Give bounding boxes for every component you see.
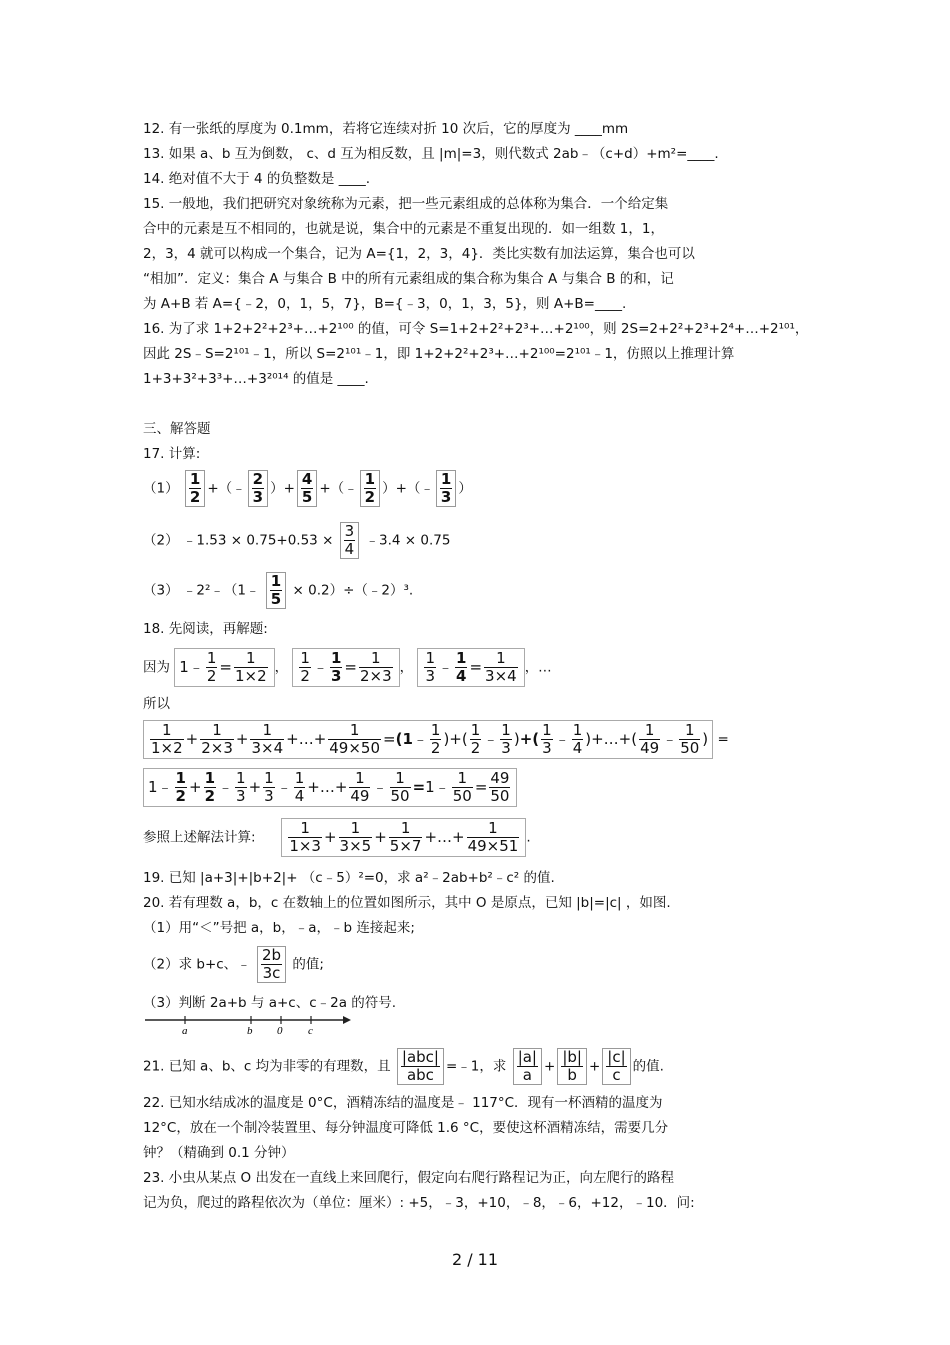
q17-title: 17. 计算: xyxy=(143,446,201,462)
q17-part2: （2） ﹣1.53 × 0.75+0.53 × $\frac{3}{4}$ ﹣3.4 × 0.75 xyxy=(143,522,451,558)
axis-arrow xyxy=(343,1016,351,1024)
q17-part1: （1） $\frac{1}{2}$ +（﹣ $\frac{2}{3}$ ）+ $\frac{4}{5}$ +（﹣ $\frac{1}{2}$ ）+（﹣ $\frac{1}{3}$ ） xyxy=(143,470,472,506)
fraction-image: $\frac{2b}{3c}$ xyxy=(257,946,286,983)
q13-text: 13. 如果 a、b 互为倒数， c、d 互为相反数，且 |m|=3，则代数式 2ab﹣（c+d）+m²=____. xyxy=(143,146,719,162)
q20-part2: （2）求 b+c、﹣ $\frac{2b}{3c}$ 的值; xyxy=(143,946,324,982)
q22-line: 22. 已知水结成冰的温度是 0°C，酒精冻结的温度是﹣ 117°C．现有一杯酒精的温度为 xyxy=(143,1095,663,1111)
q14-text: 14. 绝对值不大于 4 的负整数是 ____. xyxy=(143,171,371,187)
math-image: $\frac{1}{3}$ ﹣ $\frac{1}{4}$ = $\frac{1}{3\times 4}$ xyxy=(417,648,524,687)
q16-line: 1+3+3²+3³+…+3²⁰¹⁴ 的值是 ____. xyxy=(143,371,369,387)
q23-line: 记为负，爬过的路程依次为（单位：厘米）: +5，﹣3，+10，﹣8，﹣6，+12，﹣10．问: xyxy=(143,1195,695,1211)
math-image: $\frac{1}{2}$ ﹣ $\frac{1}{3}$ = $\frac{1}{2\times 3}$ xyxy=(292,648,399,687)
q20-part3: （3）判断 2a+b 与 a+c、c﹣2a 的符号. xyxy=(143,995,397,1011)
fraction-image: $\frac{3}{4}$ xyxy=(340,522,360,559)
fraction-image: $\frac{1}{3}$ xyxy=(436,470,456,507)
q16-line: 因此 2S﹣S=2¹⁰¹﹣1，所以 S=2¹⁰¹﹣1，即 1+2+2²+2³+…+2¹⁰⁰=2¹⁰¹﹣1，仿照以上推理计算 xyxy=(143,346,735,362)
q20-title: 20. 若有理数 a，b，c 在数轴上的位置如图所示，其中 O 是原点，已知 |b|=|c| ，如图. xyxy=(143,895,671,911)
axis-label-a: a xyxy=(182,1025,188,1036)
q15-line: “相加”．定义：集合 A 与集合 B 中的所有元素组成的集合称为集合 A 与集合 B 的和，记 xyxy=(143,271,674,287)
q19-text: 19. 已知 |a+3|+|b+2|+ （c﹣5）²=0，求 a²﹣2ab+b²﹣c² 的值. xyxy=(143,870,555,886)
q18-reference: 参照上述解法计算: $\frac{1}{1\times 3}$ + $\frac{1}{3\times 5}$ + $\frac{1}{5\times 7}$ +…+ $\frac{1}{49\times 51}$ . xyxy=(143,819,531,855)
axis-label-0: 0 xyxy=(277,1025,283,1036)
q15-line: 为 A+B 若 A={﹣2，0，1，5，7}，B={﹣3，0，1，3，5}，则 A+B=____. xyxy=(143,296,627,312)
q17-part3: （3） ﹣2²﹣（1﹣ $\frac{1}{5}$ × 0.2）÷（﹣2）³. xyxy=(143,572,414,608)
q18-title: 18. 先阅读，再解题: xyxy=(143,621,268,637)
q18-equation-2 xyxy=(143,768,517,807)
q15-line: 15. 一般地，我们把研究对象统称为元素，把一些元素组成的总体称为集合．一个给定集 xyxy=(143,196,669,212)
fraction-image: $\frac{\text{|abc|}}{\text{abc}}$ xyxy=(397,1048,444,1085)
q12-text: 12. 有一张纸的厚度为 0.1mm，若将它连续对折 10 次后，它的厚度为 ____mm xyxy=(143,121,629,137)
q23-line: 23. 小虫从某点 O 出发在一直线上来回爬行，假定向右爬行路程记为正，向左爬行的路程 xyxy=(143,1170,674,1186)
q22-line: 钟？（精确到 0.1 分钟） xyxy=(143,1145,295,1161)
fraction-image: $\frac{1}{5}$ xyxy=(266,572,286,609)
fraction-image: $\frac{1}{2}$ xyxy=(360,470,380,507)
q18-so: 所以 xyxy=(143,696,170,712)
q18-equation-1: $\frac{1}{1\times 2}$ + $\frac{1}{2\times 3}$ + $\frac{1}{3\times 4}$ +…+ $\frac{1}{49\times 50}$ =(1﹣ $\frac{1}{2}$ )+( $\frac{1}{2}$ ﹣ $\frac{1}{3}$ )+( $\frac{1}{3}$ ﹣ $\frac{1}{4}$ )+…+( $\frac{1}{49}$ ﹣ $\frac{1}{50}$ ) = xyxy=(143,720,729,759)
q18-because: 因为 1﹣ $\frac{1}{2}$ = $\frac{1}{1\times 2}$ ， $\frac{1}{2}$ ﹣ $\frac{1}{3}$ = $\frac{1}{2\times 3}$ ， $\frac{1}{3}$ ﹣ $\frac{1}{4}$ = $\frac{1}{3\times 4}$ ，… xyxy=(143,649,552,685)
math-image: $\frac{1}{1\times 3}$ + $\frac{1}{3\times 5}$ + $\frac{1}{5\times 7}$ +…+ $\frac{1}{49\times 51}$ xyxy=(281,818,526,857)
q22-line: 12°C，放在一个制冷装置里、每分钟温度可降低 1.6 °C，要使这杯酒精冻结，需要几分 xyxy=(143,1120,669,1136)
fraction-image: $\frac{1}{2}$ xyxy=(185,470,205,507)
q21-text: 21. 已知 a、b、c 均为非零的有理数，且 $\frac{\text{|abc|}}{\text{abc}}$ =﹣1，求 $\frac{|a|}{a}$ + $\frac{|b|}{b}$ + $\frac{|c|}{c}$ 的值. xyxy=(143,1048,664,1084)
math-image: 1﹣ $\frac{1}{2}$ + $\frac{1}{2}$ ﹣ $\frac{1}{3}$ + $\frac{1}{3}$ ﹣ $\frac{1}{4}$ +…+ $\frac{1}{49}$ ﹣ $\frac{1}{50}$ =1﹣ $\frac{1}{50}$ = $\frac{49}{50}$ xyxy=(143,768,517,807)
q16-line: 16. 为了求 1+2+2²+2³+…+2¹⁰⁰ 的值，可令 S=1+2+2²+2³+…+2¹⁰⁰，则 2S=2+2²+2³+2⁴+…+2¹⁰¹， xyxy=(143,321,809,337)
axis-label-c: c xyxy=(308,1025,313,1036)
fraction-image: $\frac{2}{3}$ xyxy=(248,470,268,507)
fraction-image: $\frac{|c|}{c}$ xyxy=(602,1048,630,1085)
math-image: $\frac{1}{1\times 2}$ + $\frac{1}{2\times 3}$ + $\frac{1}{3\times 4}$ +…+ $\frac{1}{49\times 50}$ =(1﹣ $\frac{1}{2}$ )+( $\frac{1}{2}$ ﹣ $\frac{1}{3}$ )+( $\frac{1}{3}$ ﹣ $\frac{1}{4}$ )+…+( $\frac{1}{49}$ ﹣ $\frac{1}{50}$ ) xyxy=(143,720,713,759)
page-number: 2 / 11 xyxy=(451,1250,499,1269)
math-image: 1﹣ $\frac{1}{2}$ = $\frac{1}{1\times 2}$ xyxy=(174,648,274,687)
section-heading: 三、解答题 xyxy=(143,421,211,437)
fraction-image: $\frac{4}{5}$ xyxy=(297,470,317,507)
fraction-image: $\frac{|b|}{b}$ xyxy=(557,1048,587,1085)
q20-part1: （1）用“＜”号把 a，b，﹣a，﹣b 连接起来; xyxy=(143,920,415,936)
q15-line: 2，3，4 就可以构成一个集合，记为 A={1，2，3，4}．类比实数有加法运算，集合也可以 xyxy=(143,246,695,262)
fraction-image: $\frac{|a|}{a}$ xyxy=(513,1048,542,1085)
q15-line: 合中的元素是互不相同的，也就是说，集合中的元素是不重复出现的．如一组数 1，1， xyxy=(143,221,664,237)
number-line-figure xyxy=(143,1014,353,1036)
axis-label-b: b xyxy=(247,1025,253,1036)
